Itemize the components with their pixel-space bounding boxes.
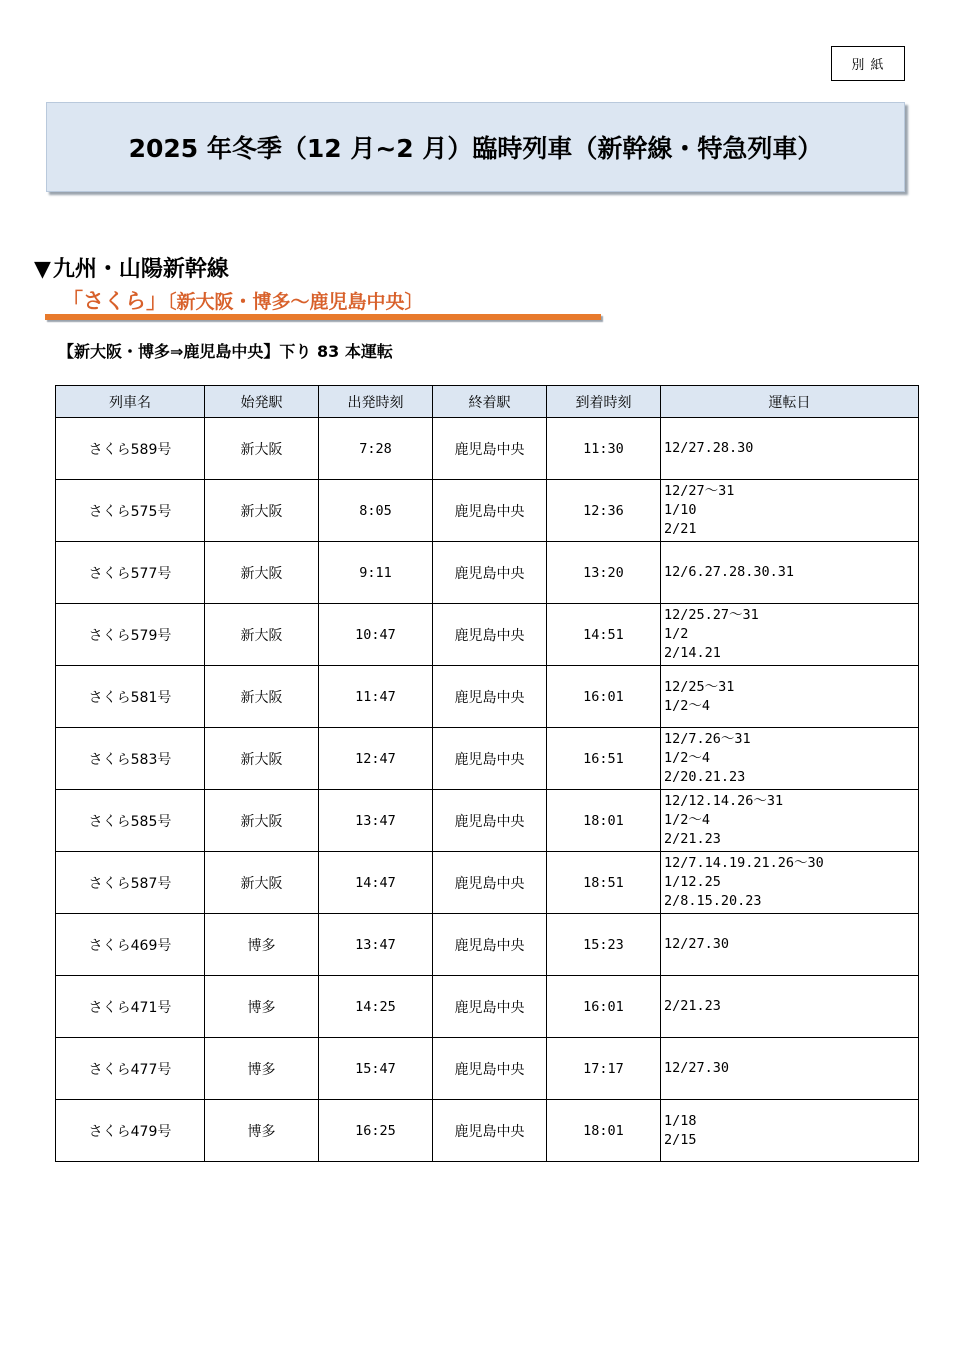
operating-day-line: 1/2～4: [664, 697, 711, 714]
train-name-cell: さくら579号: [56, 604, 205, 666]
operating-day-line: 2/21: [664, 521, 697, 537]
operating-days-cell: [661, 790, 919, 852]
arrive-time-cell: 14:51: [547, 604, 661, 666]
table-row: [56, 418, 919, 480]
page-title: 2025 年冬季（12 月~2 月）臨時列車（新幹線・特急列車）: [46, 102, 905, 192]
operating-day-line: 1/12.25: [664, 874, 721, 890]
origin-cell: 新大阪: [205, 542, 319, 604]
table-row: [56, 480, 919, 542]
train-name-cell: さくら581号: [56, 666, 205, 728]
destination-cell: 鹿児島中央: [433, 914, 547, 976]
destination-cell: 鹿児島中央: [433, 666, 547, 728]
origin-cell: 新大阪: [205, 480, 319, 542]
depart-time-cell: 13:47: [319, 914, 433, 976]
destination-cell: 鹿児島中央: [433, 728, 547, 790]
table-row: [56, 728, 919, 790]
operating-day-line: 2/21.23: [664, 831, 721, 847]
operating-day-line: 1/10: [664, 502, 697, 518]
operating-days-cell: [661, 1100, 919, 1162]
arrive-time-cell: 12:36: [547, 480, 661, 542]
arrive-time-cell: 17:17: [547, 1038, 661, 1100]
operating-days-cell: [661, 666, 919, 728]
arrive-time-cell: 13:20: [547, 542, 661, 604]
destination-cell: 鹿児島中央: [433, 480, 547, 542]
depart-time-cell: 12:47: [319, 728, 433, 790]
depart-time-cell: 15:47: [319, 1038, 433, 1100]
timetable-body: [56, 418, 919, 1162]
operating-day-line: 2/8.15.20.23: [664, 893, 762, 909]
depart-time-cell: 14:47: [319, 852, 433, 914]
train-name-cell: さくら587号: [56, 852, 205, 914]
table-row: [56, 1038, 919, 1100]
table-row: [56, 790, 919, 852]
origin-cell: 新大阪: [205, 418, 319, 480]
operating-day-line: 2/15: [664, 1131, 697, 1148]
destination-cell: 鹿児島中央: [433, 852, 547, 914]
depart-time-cell: 13:47: [319, 790, 433, 852]
table-row: [56, 914, 919, 976]
header-origin: 始発駅: [205, 386, 319, 418]
operating-day-line: 12/27.30: [664, 1060, 730, 1076]
origin-cell: 新大阪: [205, 604, 319, 666]
train-name-cell: さくら589号: [56, 418, 205, 480]
destination-cell: 鹿児島中央: [433, 418, 547, 480]
origin-cell: 新大阪: [205, 666, 319, 728]
destination-cell: 鹿児島中央: [433, 1100, 547, 1162]
operating-days-cell: [661, 852, 919, 914]
origin-cell: 新大阪: [205, 852, 319, 914]
origin-cell: 新大阪: [205, 728, 319, 790]
operating-day-line: 1/18: [664, 1112, 697, 1129]
operating-days-cell: [661, 418, 919, 480]
origin-cell: 博多: [205, 1100, 319, 1162]
destination-cell: 鹿児島中央: [433, 976, 547, 1038]
operating-days-cell: [661, 914, 919, 976]
arrive-time-cell: 11:30: [547, 418, 661, 480]
table-row: [56, 604, 919, 666]
arrive-time-cell: 18:51: [547, 852, 661, 914]
operating-day-line: 12/7.14.19.21.26～30: [664, 855, 824, 871]
header-arrive: 到着時刻: [547, 386, 661, 418]
destination-cell: 鹿児島中央: [433, 542, 547, 604]
depart-time-cell: 8:05: [319, 480, 433, 542]
train-name-cell: さくら479号: [56, 1100, 205, 1162]
table-row: [56, 666, 919, 728]
header-days: 運転日: [661, 386, 919, 418]
operating-day-line: 12/6.27.28.30.31: [664, 564, 795, 580]
section-heading: [34, 252, 229, 283]
header-dest: 終着駅: [433, 386, 547, 418]
origin-cell: 博多: [205, 1038, 319, 1100]
operating-day-line: 12/25.27～31: [664, 607, 759, 623]
operating-day-line: 12/7.26～31: [664, 731, 751, 747]
depart-time-cell: 10:47: [319, 604, 433, 666]
destination-cell: 鹿児島中央: [433, 604, 547, 666]
operating-day-line: 12/27.30: [664, 936, 730, 952]
depart-time-cell: 9:11: [319, 542, 433, 604]
operating-days-cell: [661, 1038, 919, 1100]
operating-day-line: 12/25～31: [664, 678, 735, 695]
operating-day-line: 1/2～4: [664, 812, 711, 828]
triangle-marker-icon: ▼: [34, 257, 51, 282]
arrive-time-cell: 18:01: [547, 1100, 661, 1162]
table-row: [56, 542, 919, 604]
operating-day-line: 12/27～31: [664, 483, 735, 499]
table-row: [56, 1100, 919, 1162]
operating-days-cell: [661, 728, 919, 790]
table-row: [56, 976, 919, 1038]
train-name-cell: さくら577号: [56, 542, 205, 604]
operating-days-cell: [661, 542, 919, 604]
section-heading-text: 九州・山陽新幹線: [52, 257, 229, 282]
header-depart: 出発時刻: [319, 386, 433, 418]
train-name-cell: さくら471号: [56, 976, 205, 1038]
operating-days-cell: [661, 604, 919, 666]
operating-days-cell: [661, 976, 919, 1038]
arrive-time-cell: 18:01: [547, 790, 661, 852]
operating-day-line: 12/27.28.30: [664, 440, 754, 456]
destination-cell: 鹿児島中央: [433, 790, 547, 852]
operating-day-line: 2/20.21.23: [664, 769, 746, 785]
train-name-cell: さくら585号: [56, 790, 205, 852]
train-route: 〔新大阪・博多～鹿児島中央〕: [167, 291, 424, 313]
train-name-cell: さくら583号: [56, 728, 205, 790]
origin-cell: 博多: [205, 976, 319, 1038]
operating-day-line: 12/12.14.26～31: [664, 793, 784, 809]
operating-day-line: 2/21.23: [664, 998, 721, 1014]
train-heading: [62, 285, 424, 315]
destination-cell: 鹿児島中央: [433, 1038, 547, 1100]
arrive-time-cell: 16:01: [547, 666, 661, 728]
operating-days-cell: [661, 480, 919, 542]
operating-day-line: 1/2: [664, 626, 689, 642]
arrive-time-cell: 16:51: [547, 728, 661, 790]
annex-label: 別 紙: [831, 46, 905, 81]
arrive-time-cell: 16:01: [547, 976, 661, 1038]
direction-note: 【新大阪・博多⇒鹿児島中央】下り 83 本運転: [58, 342, 393, 361]
table-row: [56, 852, 919, 914]
heading-underline: [45, 314, 601, 320]
depart-time-cell: 11:47: [319, 666, 433, 728]
train-name-cell: さくら477号: [56, 1038, 205, 1100]
train-name-cell: さくら469号: [56, 914, 205, 976]
depart-time-cell: 14:25: [319, 976, 433, 1038]
timetable: [55, 385, 919, 1162]
origin-cell: 博多: [205, 914, 319, 976]
operating-day-line: 1/2～4: [664, 750, 711, 766]
operating-day-line: 2/14.21: [664, 645, 721, 661]
train-name-cell: さくら575号: [56, 480, 205, 542]
depart-time-cell: 7:28: [319, 418, 433, 480]
arrive-time-cell: 15:23: [547, 914, 661, 976]
origin-cell: 新大阪: [205, 790, 319, 852]
header-train-name: 列車名: [56, 386, 205, 418]
train-name: 「さくら」: [62, 289, 167, 313]
table-header-row: [56, 386, 919, 418]
depart-time-cell: 16:25: [319, 1100, 433, 1162]
